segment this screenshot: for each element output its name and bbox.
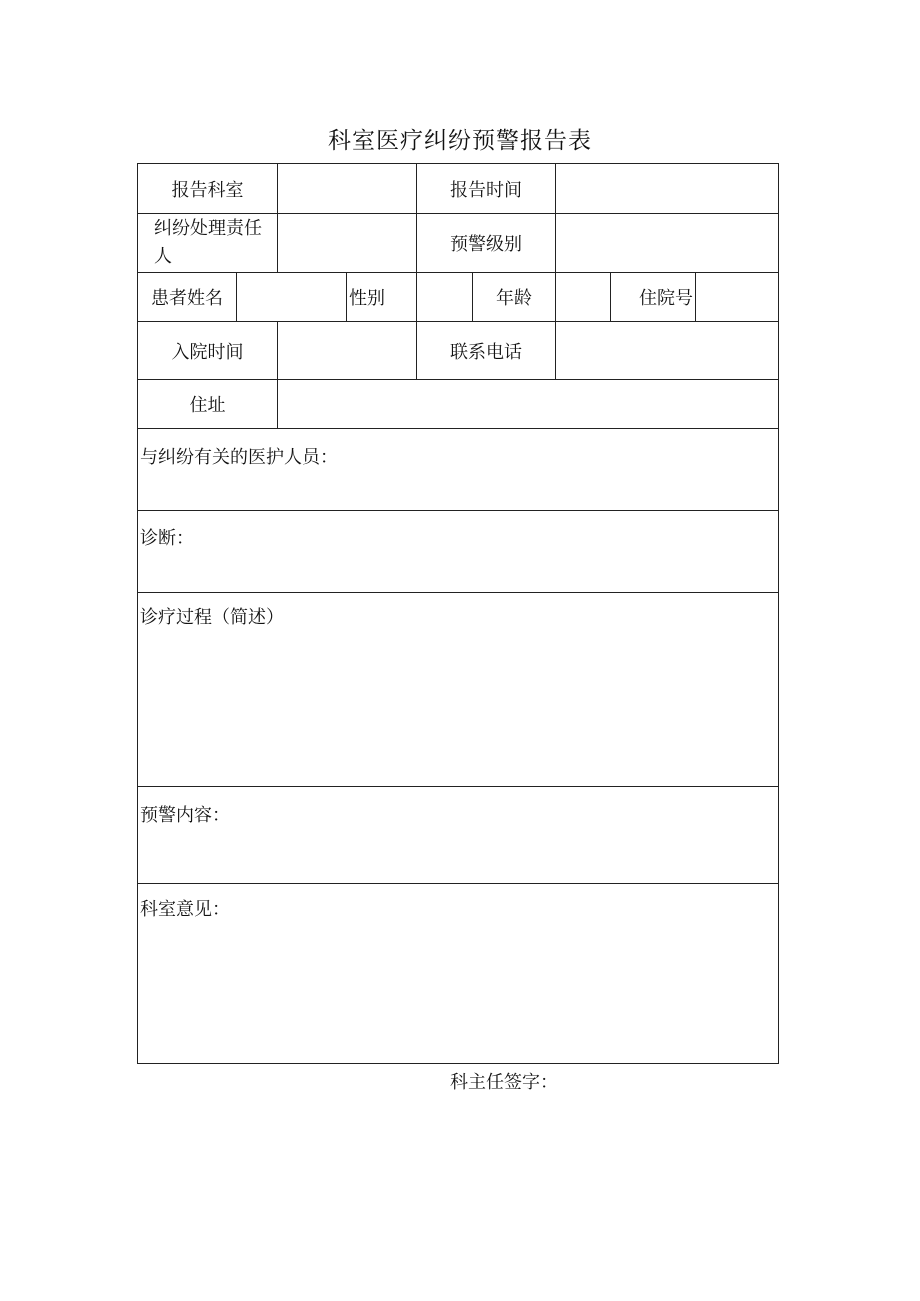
address-field[interactable] (278, 380, 778, 428)
dispute-handler-field[interactable] (278, 214, 416, 272)
patient-name-label: 患者姓名 (151, 288, 223, 309)
dept-opinion-label: 科室意见： (140, 899, 230, 920)
address-label: 住址 (189, 395, 226, 416)
process-section-label: 诊疗过程（简述） (140, 607, 284, 628)
diagnosis-section-label: 诊断： (140, 528, 194, 549)
gender-field[interactable] (417, 273, 472, 321)
age-field[interactable] (556, 273, 610, 321)
patient-name-field[interactable] (237, 273, 346, 321)
warning-level-label: 预警级别 (450, 234, 522, 255)
admission-time-field[interactable] (278, 322, 416, 379)
director-signature-label: 科主任签字： (450, 1072, 558, 1093)
warning-content-label: 预警内容： (140, 805, 230, 826)
report-dept-label: 报告科室 (171, 179, 244, 201)
age-label: 年龄 (496, 288, 532, 309)
report-time-field[interactable] (556, 164, 778, 213)
gender-label: 性别 (349, 288, 385, 309)
contact-phone-label: 联系电话 (450, 341, 522, 363)
dept-opinion-section[interactable] (138, 884, 778, 1063)
admission-number-field[interactable] (696, 273, 778, 321)
warning-content-section[interactable] (138, 787, 778, 883)
report-time-label: 报告时间 (450, 179, 522, 201)
diagnosis-section[interactable] (138, 511, 778, 592)
contact-phone-field[interactable] (556, 322, 778, 379)
warning-level-field[interactable] (556, 214, 778, 272)
form-title: 科室医疗纠纷预警报告表 (328, 128, 592, 154)
staff-section-label: 与纠纷有关的医护人员： (140, 447, 338, 468)
admission-time-label: 入院时间 (171, 341, 244, 363)
admission-number-label: 住院号 (639, 288, 693, 309)
dispute-handler-label: 纠纷处理责任人 (154, 218, 262, 267)
report-dept-field[interactable] (278, 164, 416, 213)
